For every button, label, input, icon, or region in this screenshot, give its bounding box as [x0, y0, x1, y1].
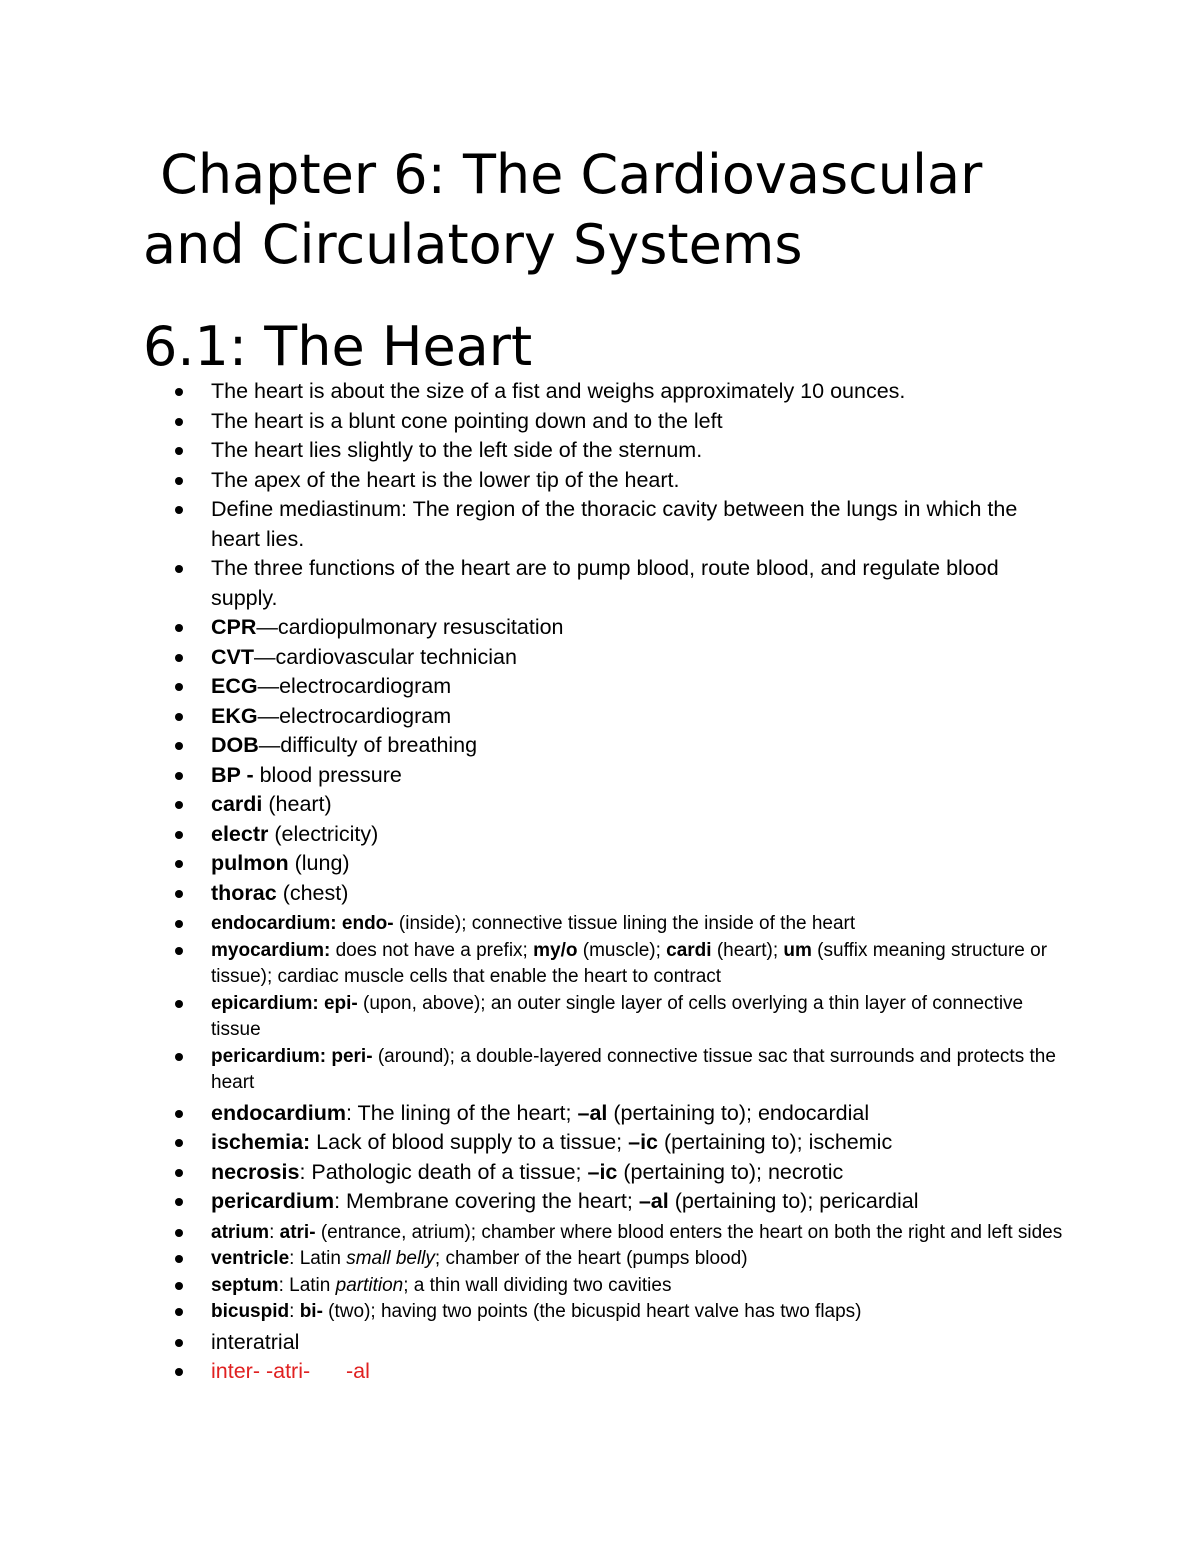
- term: BP -: [211, 762, 254, 787]
- term: pericardium: [211, 1189, 335, 1213]
- term: endocardium: [211, 1100, 346, 1125]
- list-item: CPR—cardiopulmonary resuscitation: [0, 613, 1071, 643]
- term: pericardium: peri-: [211, 1045, 373, 1067]
- term: septum: [211, 1274, 279, 1296]
- bullet-icon: [175, 654, 183, 662]
- term: EKG: [211, 703, 258, 728]
- bullet-icon: [175, 1110, 183, 1118]
- bullet-icon: [175, 1139, 183, 1147]
- term: necrosis: [211, 1159, 300, 1184]
- bullet-icon: [175, 860, 183, 868]
- word-part: -atri-: [265, 1359, 311, 1383]
- term: ventricle: [211, 1248, 290, 1269]
- list-item: The three functions of the heart are to pump blood, route blood, and regulate blood supply.: [0, 554, 1071, 613]
- list-item: The heart lies slightly to the left side of the sternum.: [0, 436, 1071, 466]
- list-item: interatrial: [0, 1328, 1071, 1358]
- list-item: EKG—electrocardiogram: [0, 702, 1071, 732]
- bullet-icon: [175, 1282, 183, 1290]
- list-item: septum: Latin partition; a thin wall dividing two cavities: [0, 1273, 1071, 1300]
- bullet-icon: [175, 1198, 183, 1206]
- section-title: 6.1: The Heart: [143, 315, 533, 378]
- list-item: The heart is a blunt cone pointing down and to the left: [0, 407, 1071, 437]
- list-item: DOB—difficulty of breathing: [0, 731, 1071, 761]
- list-item: The heart is about the size of a fist and weighs approximately 10 ounces.: [0, 377, 1071, 407]
- list-item: ventricle: Latin small belly; chamber of the heart (pumps blood): [0, 1246, 1071, 1273]
- term: endocardium: endo-: [211, 913, 394, 934]
- bullet-list: [0, 377, 1200, 1387]
- list-item: atrium: atri- (entrance, atrium); chamber where blood enters the heart on both the right and left sides: [0, 1220, 1071, 1247]
- bullet-icon: [175, 742, 183, 750]
- list-item: endocardium: endo- (inside); connective tissue lining the inside of the heart: [0, 911, 1071, 938]
- bullet-icon: [175, 1169, 183, 1177]
- bullet-icon: [175, 624, 183, 632]
- bullet-icon: [175, 683, 183, 691]
- bullet-icon: [175, 1255, 183, 1263]
- term: myocardium:: [211, 939, 331, 961]
- bullet-icon: [175, 1229, 183, 1237]
- list-item: epicardium: epi- (upon, above); an outer single layer of cells overlying a thin layer of connective tissue: [0, 991, 1071, 1044]
- word-part: inter-: [211, 1359, 260, 1383]
- bullet-icon: [175, 1053, 183, 1061]
- bullet-icon: [175, 418, 183, 426]
- term: electr: [211, 821, 269, 846]
- list-item: pericardium: peri- (around); a double-layered connective tissue sac that surrounds and protects the heart: [0, 1044, 1071, 1097]
- term: cardi: [211, 792, 263, 816]
- term: CVT: [211, 644, 254, 669]
- bullet-icon: [175, 801, 183, 809]
- bullet-icon: [175, 772, 183, 780]
- list-item: cardi (heart): [0, 790, 1071, 820]
- list-item: [0, 1357, 1071, 1387]
- word-part: -al: [346, 1359, 370, 1383]
- bullet-icon: [175, 947, 183, 955]
- list-item: ECG—electrocardiogram: [0, 672, 1071, 702]
- bullet-icon: [175, 1308, 183, 1316]
- bullet-icon: [175, 890, 183, 898]
- list-item: Define mediastinum: The region of the thoracic cavity between the lungs in which the heart lies.: [0, 495, 1071, 554]
- list-item: electr (electricity): [0, 820, 1071, 850]
- list-item: bicuspid: bi- (two); having two points (the bicuspid heart valve has two flaps): [0, 1299, 1071, 1326]
- list-item: endocardium: The lining of the heart; –al (pertaining to); endocardial: [0, 1099, 1071, 1129]
- bullet-icon: [175, 1339, 183, 1347]
- bullet-icon: [175, 1000, 183, 1008]
- bullet-icon: [175, 713, 183, 721]
- list-item: BP - blood pressure: [0, 761, 1071, 791]
- term: DOB: [211, 733, 259, 757]
- term: thorac: [211, 880, 277, 905]
- term: CPR: [211, 615, 257, 639]
- bullet-icon: [175, 831, 183, 839]
- term: epicardium: epi-: [211, 992, 358, 1014]
- bullet-icon: [175, 565, 183, 573]
- bullet-icon: [175, 447, 183, 455]
- term: bicuspid: [211, 1301, 290, 1322]
- bullet-icon: [175, 388, 183, 396]
- chapter-title: Chapter 6: The Cardiovascular and Circulatory Systems: [143, 143, 983, 276]
- list-item: pulmon (lung): [0, 849, 1071, 879]
- bullet-icon: [175, 477, 183, 485]
- term: ECG: [211, 674, 258, 698]
- list-item: ischemia: Lack of blood supply to a tissue; –ic (pertaining to); ischemic: [0, 1128, 1071, 1158]
- list-item: myocardium: does not have a prefix; my/o (muscle); cardi (heart); um (suffix meaning structure or tissue); cardiac muscle cells that enable the heart to contract: [0, 938, 1071, 991]
- term: ischemia:: [211, 1130, 311, 1154]
- bullet-icon: [175, 920, 183, 928]
- term: atrium: [211, 1221, 270, 1243]
- list-item: thorac (chest): [0, 879, 1071, 909]
- list-item: necrosis: Pathologic death of a tissue; –ic (pertaining to); necrotic: [0, 1158, 1071, 1188]
- list-item: CVT—cardiovascular technician: [0, 643, 1071, 673]
- list-item: pericardium: Membrane covering the heart; –al (pertaining to); pericardial: [0, 1187, 1071, 1217]
- bullet-icon: [175, 506, 183, 514]
- bullet-icon: [175, 1368, 183, 1376]
- list-item: The apex of the heart is the lower tip of the heart.: [0, 466, 1071, 496]
- term: pulmon: [211, 851, 289, 875]
